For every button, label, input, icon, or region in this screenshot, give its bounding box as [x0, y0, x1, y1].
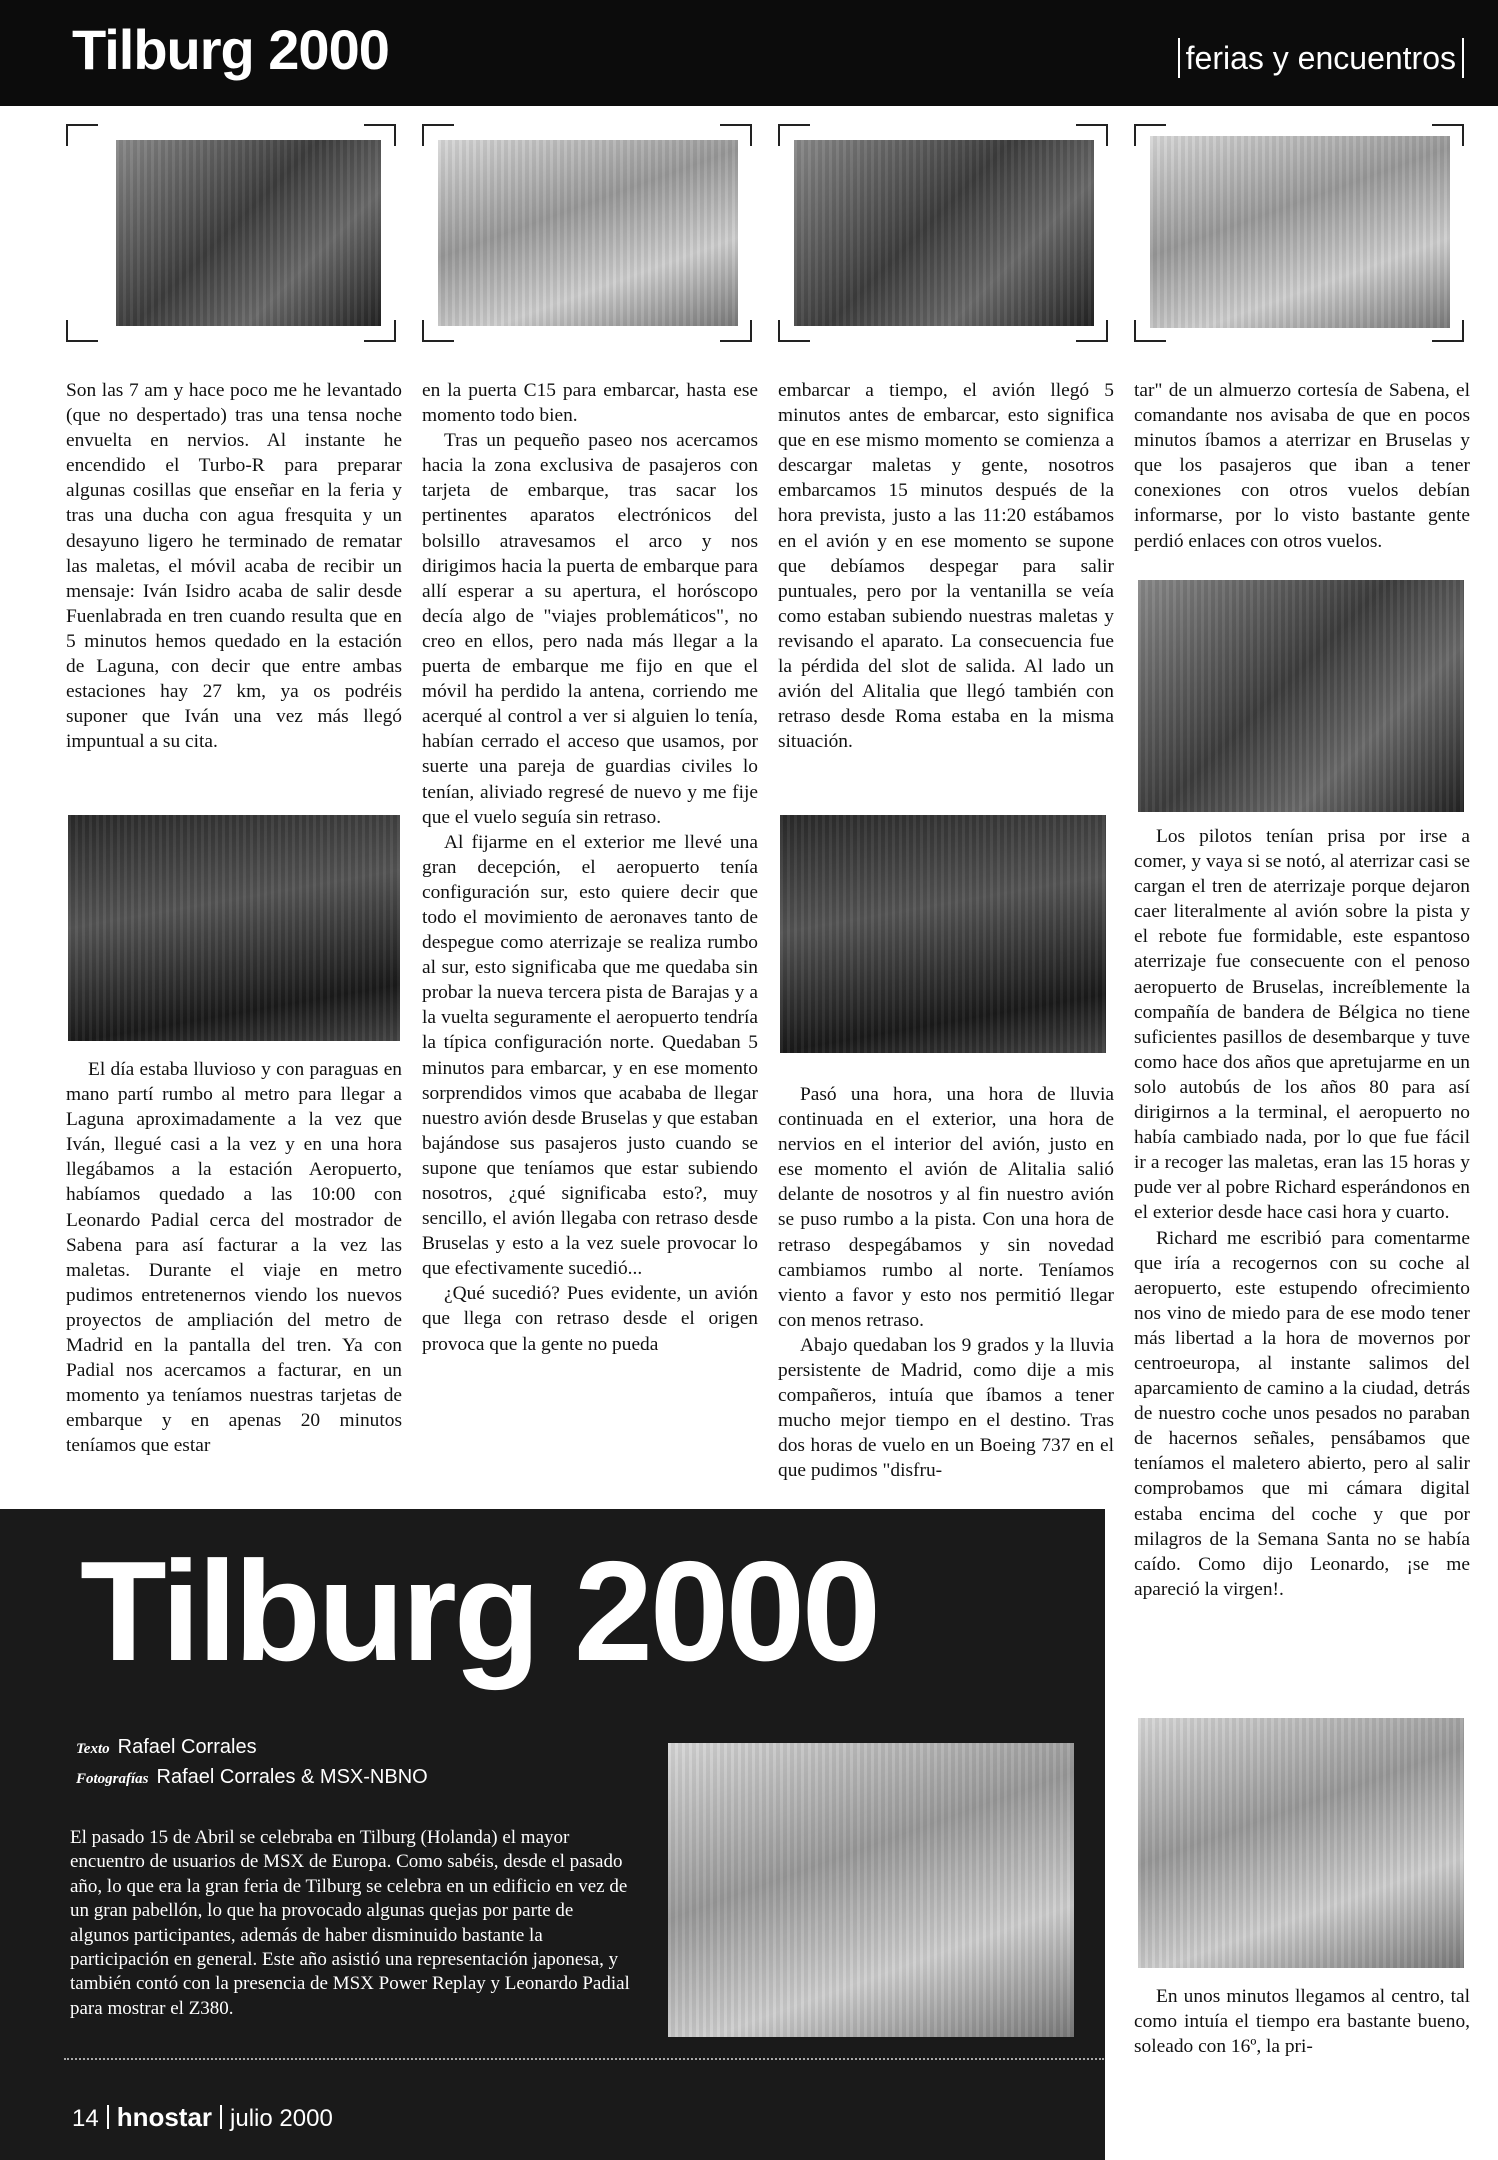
paragraph: En unos minutos llegamos al centro, tal como intuía el tiempo era bastante bueno, soleado con 16º, la pri-	[1134, 1986, 1470, 2058]
photo-airport-trolley	[780, 815, 1106, 1053]
column-1-top	[66, 378, 402, 754]
paragraph: ¿Qué sucedió? Pues evidente, un avión que llega con retraso desde el origen provoca que la gente no pueda	[422, 1283, 758, 1355]
footer-divider	[107, 2105, 109, 2129]
photo-credit-label: Fotografías	[76, 1771, 149, 1787]
photo-man-smiling	[794, 140, 1094, 326]
column-4-top	[1134, 378, 1470, 554]
paragraph: Richard me escribió para comentarme que iría a recogernos con su coche al aeropuerto, este estupendo ofrecimiento nos vino de miedo para de ese modo tener más libertad a la hora de movernos por centroeuropa, al instante salimos del aparcamiento de camino a la ciudad, detrás de nuestro coche unos pesados no paraban de hacernos señales, pensábamos que teníamos el maletero abierto, pero al salir comprobamos que mi cámara digital estaba encima del coche y que por milagros de la Semana Santa no se había caído. Como dijo Leonardo, ¡se me apareció la virgen!.	[1134, 1227, 1470, 1600]
footer-divider	[220, 2105, 222, 2129]
header-title: Tilburg 2000	[72, 18, 389, 81]
photo-group-computer	[116, 140, 381, 326]
paragraph: Son las 7 am y hace poco me he levantado (que no despertado) tras una tensa noche envuelta en nervios. Al instante he encendido el Turbo-R para preparar algunas cosillas que enseñar en la feria y tras una ducha con agua fresquita y un desayuno ligero he terminado de rematar las maletas, el móvil acaba de recibir un mensaje: Iván Isidro acaba de salir desde Fuenlabrada en tren cuando resulta que en 5 minutos hemos quedado en la estación de Laguna, con decir que entre ambas estaciones hay 27 km, ya os podréis suponer que Iván una vez más llegó impuntual a su cita.	[66, 380, 402, 753]
section-label: ferias y encuentros	[1178, 38, 1464, 78]
photo-car-parking	[1138, 1718, 1464, 1968]
column-4-middle	[1134, 824, 1470, 1602]
text-credit-label: Texto	[76, 1741, 110, 1757]
article-intro: El pasado 15 de Abril se celebraba en Tilburg (Holanda) el mayor encuentro de usuarios de MSX de Europa. Como sabéis, desde el pasado año, lo que era la gran feria de Tilburg se celebra en un edificio en vez de un gran pabellón, lo que ha provocado algunas quejas por parte de algunos participantes, además de haber disminuido bastante la participación en general. Este año asistió una representación japonesa, y también contó con la presencia de MSX Power Replay y Leonardo Padial para mostrar el Z380.	[70, 1827, 630, 2019]
paragraph: en la puerta C15 para embarcar, hasta ese momento todo bien.	[422, 380, 758, 427]
photo-monitor-keyboard	[438, 140, 738, 326]
dotted-divider	[64, 2058, 1104, 2060]
paragraph: embarcar a tiempo, el avión llegó 5 minutos antes de embarcar, esto significa que en ese mismo momento se comienza a descargar maletas y gente, nosotros embarcamos 15 minutos después de la hora prevista, justo a las 11:20 estábamos en el avión y en ese momento se supone que debíamos despegar para salir puntuales, pero por la ventanilla se veía como estaban subiendo nuestras maletas y revisando el aparato. La consecuencia fue la pérdida del slot de salida. Al lado un avión del Alitalia que llegó también con retraso desde Roma estaba en la misma situación.	[778, 380, 1114, 753]
paragraph: Al fijarme en el exterior me llevé una gran decepción, el aeropuerto tenía configuración sur, esto quiere decir que todo el movimiento de aeronaves tanto de despegue como aterrizaje se realiza rumbo al sur, esto significaba que me quedaba sin probar la nueva tercera pista de Barajas y a la vuelta seguramente el aeropuerto tendría la típica configuración norte. Quedaban 5 minutos para embarcar, y en ese momento sorprendidos vimos que acababa de llegar nuestro avión desde Bruselas y que estaban bajándose sus pasajeros justo cuando se supone que teníamos que estar subiendo nosotros, ¿qué significaba esto?, muy sencillo, el avión llegaba con retraso desde Bruselas y esto a la vez suele provocar lo que efectivamente sucedió...	[422, 831, 759, 1280]
column-2	[422, 378, 758, 1357]
column-3-top	[778, 378, 1114, 754]
photo-airport-two-men	[68, 815, 400, 1041]
header-bar	[0, 0, 1498, 106]
column-3-bottom	[778, 1082, 1114, 1484]
column-1-bottom	[66, 1057, 402, 1459]
article-title: Tilburg 2000	[80, 1532, 878, 1691]
page-number: 14	[72, 2105, 99, 2132]
photo-terrace-drinks	[1138, 580, 1464, 812]
column-4-bottom	[1134, 1984, 1470, 2059]
text-credit-author: Rafael Corrales	[117, 1736, 257, 1758]
photo-hardware-board	[1150, 136, 1450, 328]
paragraph: Pasó una hora, una hora de lluvia continuada en el exterior, una hora de nervios en el interior del avión, justo en ese momento el avión de Alitalia salió delante de nosotros y al fin nuestro avión se puso rumbo a la pista. Con una hora de retraso despegábamos y sin novedad cambiamos rumbo al norte. Teníamos viento a favor y esto nos permitió llegar con menos retraso.	[778, 1084, 1114, 1331]
paragraph: tar" de un almuerzo cortesía de Sabena, el comandante nos avisaba de que en pocos minutos íbamos a aterrizar en Bruselas y que los pasajeros que iban a tener conexiones con otros vuelos debían informarse, por lo visto bastante gente perdió enlaces con otros vuelos.	[1134, 380, 1470, 552]
photo-building-facade	[668, 1743, 1074, 2037]
issue-date: julio 2000	[230, 2105, 333, 2132]
magazine-name: hnostar	[116, 2102, 213, 2132]
page-footer	[72, 2102, 333, 2133]
paragraph: El día estaba lluvioso y con paraguas en mano partí rumbo al metro para llegar a Laguna aproximadamente a la vez que Iván, llegué casi a la vez y en una hora llegábamos a la estación Aeropuerto, habíamos quedado a las 10:00 con Leonardo Padial cerca del mostrador de Sabena para así facturar a la vez las maletas. Durante el viaje en metro pudimos entretenernos viendo los nuevos proyectos de ampliación del metro de Madrid en la pantalla del tren. Ya con Padial nos acercamos a facturar, en un momento ya teníamos nuestras tarjetas de embarque y en apenas 20 minutos teníamos que estar	[66, 1059, 402, 1457]
photo-credit	[76, 1766, 428, 1789]
paragraph: Abajo quedaban los 9 grados y la lluvia persistente de Madrid, como dije a mis compañeros, intuía que íbamos a tener mucho mejor tiempo en el destino. Tras dos horas de vuelo en un Boeing 737 en el que pudimos "disfru-	[778, 1334, 1114, 1482]
paragraph: Tras un pequeño paseo nos acercamos hacia la zona exclusiva de pasajeros con tarjeta de embarque, tras sacar los pertinentes aparatos electrónicos del bolsillo atravesamos el arco y nos dirigimos hacia la puerta de embarque para allí esperar a su apertura, el horóscopo decía algo de "viajes problemáticos", no creo en ellos, pero nada más llegar a la puerta de embarque me fijo en que el móvil ha perdido la antena, corriendo me acerqué al control a ver si alguien lo tenía, habían cerrado el acceso que usamos, por suerte una pareja de guardias civiles lo tenían, aliviado regresé de nuevo y me fije que el vuelo seguía sin retraso.	[422, 430, 758, 828]
text-credit	[76, 1736, 257, 1759]
paragraph: Los pilotos tenían prisa por irse a comer, y vaya si se notó, al aterrizar casi se cargan el tren de aterrizaje porque dejaron caer literalmente al avión sobre la pista y el rebote fue formidable, este espantoso aterrizaje fue consecuente con el penoso aeropuerto de Bruselas, increíblemente la compañía de bandera de Bélgica no tiene suficientes pasillos de desembarque y tuve como hace dos años que apretujarme en un solo autobús de los años 80 para así dirigirnos a la terminal, el aeropuerto no había cambiado nada, por lo que fue fácil ir a recoger las maletas, eran las 15 horas y pude ver al pobre Richard esperándonos en el exterior desde hace casi hora y cuarto.	[1134, 826, 1470, 1224]
photo-credit-author: Rafael Corrales & MSX-NBNO	[156, 1766, 428, 1788]
